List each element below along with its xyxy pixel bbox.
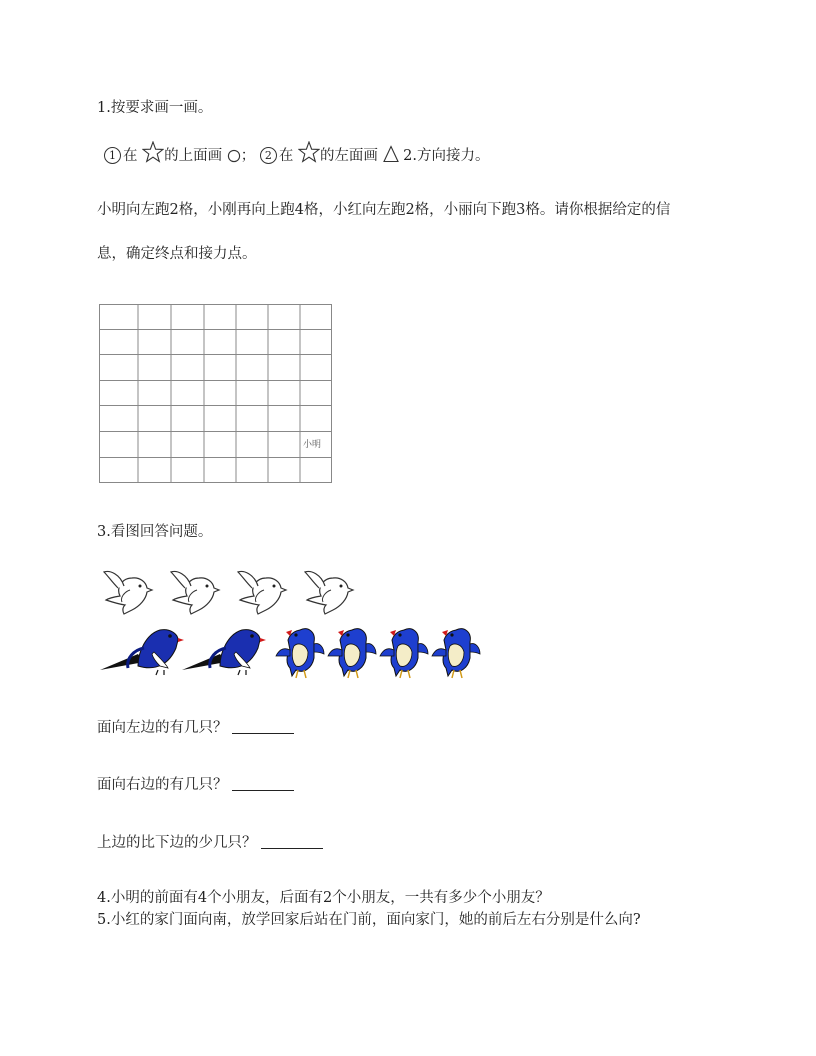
- outline-bird: [171, 572, 219, 614]
- q3-question1: [97, 718, 294, 738]
- q1-part1-a: 在: [123, 148, 138, 164]
- q4-text: 4.小明的前面有4个小朋友，后面有2个小朋友，一共有多少个小朋友？: [97, 890, 550, 906]
- q1-part1-c: ；: [240, 148, 256, 164]
- blue-bird: [380, 629, 428, 678]
- blue-bird: [276, 629, 324, 678]
- q1-part1-b: 的上面画: [164, 148, 223, 164]
- q1-instruction: [104, 141, 490, 166]
- circled-number-1: 1: [104, 147, 121, 164]
- grid-label-xiaoming: 小明: [303, 440, 322, 450]
- q1-part2-a: 在: [278, 148, 294, 164]
- q3-question2: [97, 775, 294, 795]
- q3-title: 3.看图回答问题。: [97, 524, 213, 540]
- swallow-bird: [100, 630, 184, 675]
- q3-question2-text: 面向右边的有几只？: [97, 777, 228, 793]
- outline-bird: [104, 572, 152, 614]
- q3-question3-text: 上边的比下边的少几只？: [97, 835, 257, 851]
- q1-title: 1.按要求画一画。: [97, 100, 213, 116]
- blue-bird: [328, 629, 376, 678]
- q5-text: 5.小红的家门面向南，放学回家后站在门前，面向家门，她的前后左右分别是什么向?: [97, 912, 641, 928]
- q3-question3: [97, 833, 323, 853]
- blue-birds-row: [98, 620, 488, 680]
- circled-number-2: 2: [260, 147, 277, 164]
- answer-blank-3[interactable]: [261, 834, 323, 849]
- q1-part2-b: 的左面画: [319, 148, 378, 164]
- q2-title: 2.方向接力。: [403, 148, 490, 164]
- swallow-bird: [182, 630, 266, 675]
- outline-bird: [238, 572, 286, 614]
- direction-grid: [99, 304, 335, 486]
- triangle-icon: [383, 145, 399, 163]
- answer-blank-1[interactable]: [232, 719, 294, 734]
- q2-line1: 小明向左跑2格，小刚再向上跑4格，小红向左跑2格，小丽向下跑3格。请你根据给定的信: [97, 202, 671, 218]
- star-icon: [298, 141, 320, 163]
- star-icon: [142, 141, 164, 163]
- q3-question1-text: 面向左边的有几只？: [97, 720, 228, 736]
- circle-icon: [227, 149, 241, 163]
- blue-bird: [432, 629, 480, 678]
- q2-line2: 息，确定终点和接力点。: [97, 246, 257, 262]
- outline-birds-row: [102, 566, 372, 618]
- outline-bird: [305, 572, 353, 614]
- answer-blank-2[interactable]: [232, 776, 294, 791]
